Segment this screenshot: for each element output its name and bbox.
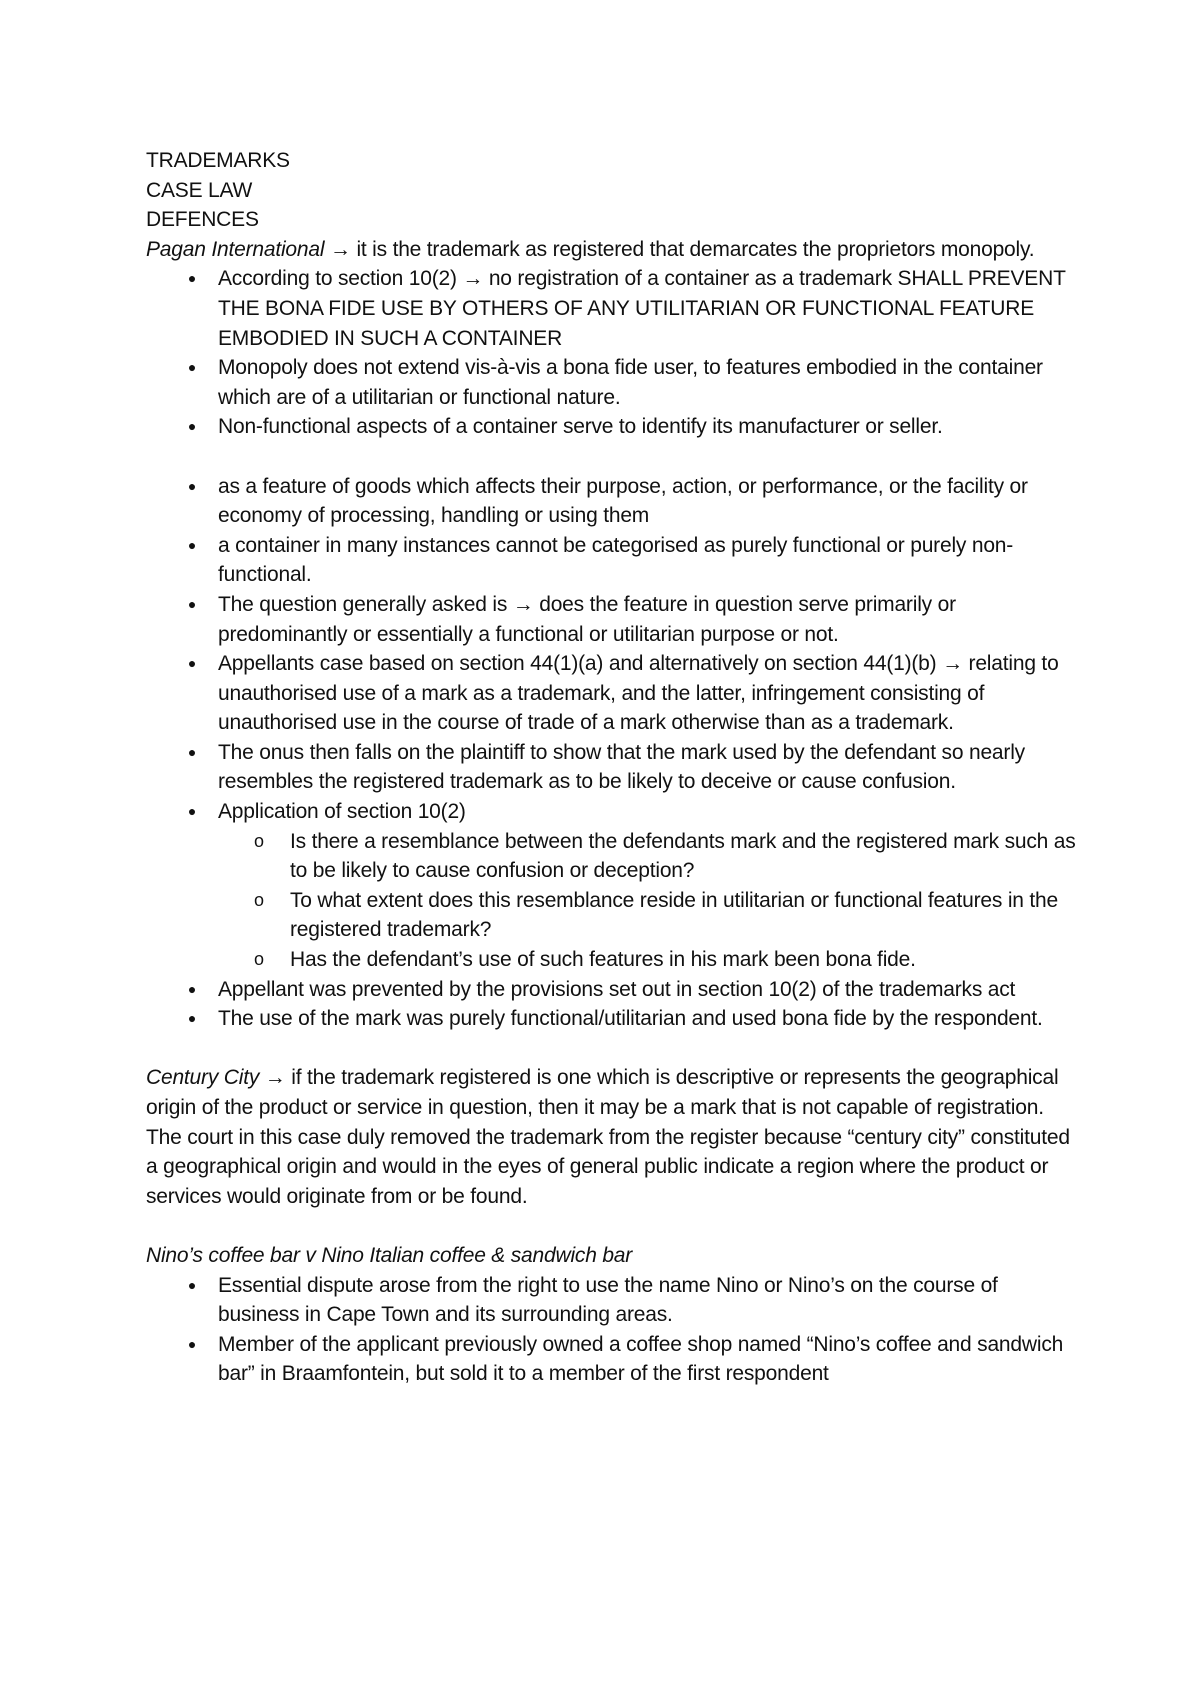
pagan-intro-paragraph [146, 235, 1076, 265]
list-item [146, 353, 1076, 412]
list-item [146, 590, 1076, 649]
sub-list-item [146, 827, 1076, 886]
sub-list-item-text: Is there a resemblance between the defendants mark and the registered mark such as to be likely to cause confusion or deception? [290, 829, 1076, 883]
section-heading-case-law: CASE LAW [146, 178, 253, 202]
bullet-icon: ● [187, 418, 197, 435]
list-item-text: Non-functional aspects of a container serve to identify its manufacturer or seller. [218, 415, 943, 439]
list-item-text: The use of the mark was purely functional/utilitarian and used bona fide by the respondent. [218, 1007, 1043, 1031]
pagan-bullet-list-b [146, 472, 1076, 1034]
sub-bullet-icon: o [254, 889, 264, 910]
bullet-icon: ● [187, 1010, 197, 1027]
list-item [146, 264, 1076, 353]
bullet-icon: ● [187, 359, 197, 376]
list-item [146, 649, 1076, 738]
case-name-pagan: Pagan International [146, 237, 325, 261]
list-item-text: Application of section 10(2) [218, 800, 466, 824]
sub-list-item [146, 945, 1076, 975]
bullet-icon: ● [187, 1335, 197, 1352]
sub-bullet-icon: o [254, 830, 264, 851]
list-item-text: The question generally asked is → does the feature in question serve primarily or predominantly or essentially a functional or utilitarian purpose or not. [218, 592, 956, 646]
list-item-text: According to section 10(2) → no registration of a container as a trademark SHALL PREVENT THE BONA FIDE USE BY OTHERS OF ANY UTILITARIAN OR FUNCTIONAL FEATURE EMBODIED IN SUCH A CONTAINER [218, 267, 1066, 350]
list-item-text: Appellant was prevented by the provisions set out in section 10(2) of the trademarks act [218, 977, 1016, 1001]
list-item-text: Appellants case based on section 44(1)(a) and alternatively on section 44(1)(b) → relating to unauthorised use of a mark as a trademark, and the latter, infringement consisting of unauthorised use in the course of trade of a mark otherwise than as a trademark. [218, 652, 1059, 735]
document-body [146, 146, 1076, 1389]
list-item-text: Essential dispute arose from the right to use the name Nino or Nino’s on the course of business in Cape Town and its surrounding areas. [218, 1273, 998, 1327]
list-item-text: Monopoly does not extend vis-à-vis a bona fide user, to features embodied in the container which are of a utilitarian or functional nature. [218, 356, 1043, 409]
section-heading-defences: DEFENCES [146, 208, 259, 232]
sub-list-item-text: Has the defendant’s use of such features in his mark been bona fide. [290, 948, 916, 972]
case-name-century-city: Century City [146, 1066, 260, 1090]
spacer [146, 442, 1076, 472]
ninos-bullet-list [146, 1271, 1076, 1389]
sub-list-item-text: To what extent does this resemblance reside in utilitarian or functional features in the registered trademark? [290, 888, 1059, 942]
bullet-icon: ● [187, 743, 197, 760]
application-sub-list [218, 827, 1076, 975]
case-name-ninos: Nino’s coffee bar v Nino Italian coffee & sandwich bar [146, 1243, 633, 1267]
sub-bullet-icon: o [254, 949, 264, 970]
bullet-icon: ● [187, 477, 197, 494]
bullet-icon: ● [187, 270, 197, 287]
list-item [146, 1330, 1076, 1389]
list-item [146, 797, 1076, 975]
document-title: TRADEMARKS [146, 149, 290, 172]
bullet-icon: ● [187, 595, 197, 612]
bullet-icon: ● [187, 536, 197, 553]
list-item-text: as a feature of goods which affects their purpose, action, or performance, or the facility or economy of processing, handling or using them [218, 474, 1028, 528]
list-item-text: a container in many instances cannot be categorised as purely functional or purely non-functional. [218, 533, 1014, 587]
list-item [146, 531, 1076, 590]
arrow-icon: → [264, 1066, 286, 1090]
pagan-intro-text: it is the trademark as registered that demarcates the proprietors monopoly. [356, 237, 1035, 261]
list-item [146, 412, 1076, 442]
century-city-paragraph [146, 1063, 1076, 1211]
list-item [146, 738, 1076, 797]
bullet-icon: ● [187, 1276, 197, 1293]
list-item-text: Member of the applicant previously owned a coffee shop named “Nino’s coffee and sandwich bar” in Braamfontein, but sold it to a member of the first respondent [218, 1332, 1064, 1386]
list-item [146, 975, 1076, 1005]
bullet-icon: ● [187, 980, 197, 997]
bullet-icon: ● [187, 655, 197, 672]
pagan-bullet-list-a [146, 264, 1076, 442]
bullet-icon: ● [187, 803, 197, 820]
arrow-icon: → [329, 237, 351, 261]
list-item [146, 1271, 1076, 1330]
spacer [146, 1211, 1076, 1241]
sub-list-item [146, 886, 1076, 945]
spacer [146, 1034, 1076, 1064]
century-city-text: if the trademark registered is one which is descriptive or represents the geographical origin of the product or service in question, then it may be a mark that is not capable of registration. The court in this case duly removed the trademark from the register because “century city” constituted a geographical origin and would in the eyes of general public indicate a region where the product or services would originate from or be found. [146, 1066, 1070, 1208]
list-item-text: The onus then falls on the plaintiff to show that the mark used by the defendant so nearly resembles the registered trademark as to be likely to deceive or cause confusion. [218, 740, 1025, 794]
list-item [146, 1004, 1076, 1034]
list-item [146, 472, 1076, 531]
